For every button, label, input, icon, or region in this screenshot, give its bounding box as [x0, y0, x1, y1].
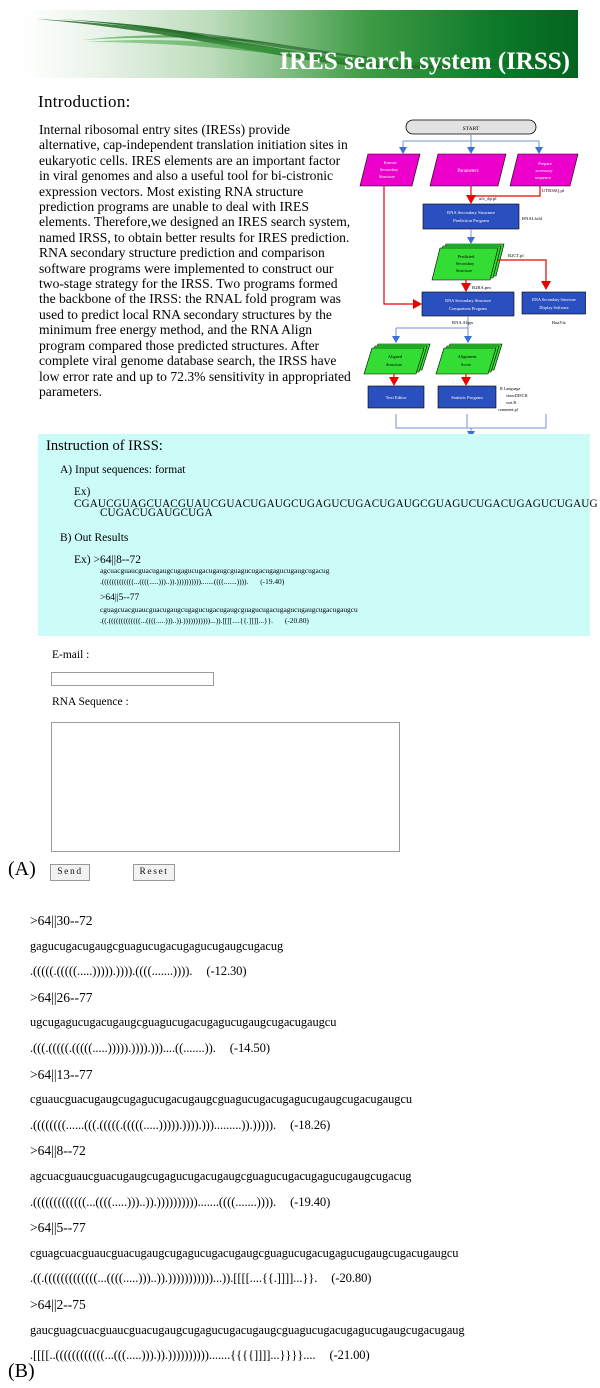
result-sequence: cguaucguacugaugcugagucugacugaugcguagucugacugagucugaugcugacugaugcu — [30, 1092, 413, 1107]
instruction-section-a: A) Input sequences: format — [60, 464, 186, 476]
flow-node-display-software — [522, 292, 586, 314]
result-dotbracket: .((.(((((((((((((...((((.....)))..)).)))))))))))...)).[[[[....{{.]]]]...}}. — [30, 1271, 318, 1286]
flowchart-svg — [356, 114, 586, 414]
result-sequence: gagucugacugaugcguagucugacugagucugaugcugacug — [30, 938, 284, 953]
reset-button[interactable]: Reset — [133, 864, 175, 881]
result-header: >64||13--77 — [30, 1066, 93, 1082]
flow-edge-rnalfold: RNALfold — [522, 216, 542, 221]
instruction-out1-dotbracket: .(((((((((((((...((((.....)))..)).)))))))))).......((((.......)))). — [100, 576, 249, 586]
svg-text:Text Editor: Text Editor — [385, 395, 407, 400]
svg-text:Prepare: Prepare — [538, 161, 552, 166]
instruction-title: Instruction of IRSS: — [46, 438, 163, 454]
instruction-example-input-line2: CUGACUGAUGCUGA — [100, 507, 213, 519]
result-dotbracket: .[[[[..((((((((((((...(((.....))).)).)))))))))).......{{{{]]]]...}}}}.... — [30, 1348, 316, 1363]
svg-text:Structure: Structure — [385, 362, 403, 367]
panel-b-label: (B) — [8, 1360, 35, 1382]
svg-text:Predicted: Predicted — [457, 254, 475, 259]
flow-edge-ufc: ufc_dp.pl — [479, 196, 497, 201]
svg-text:START: START — [462, 126, 480, 132]
instruction-out2-energy: (-20.80) — [284, 615, 309, 625]
result-dotbracket-line — [30, 1190, 590, 1216]
instruction-panel — [38, 434, 598, 636]
result-energy: (-19.40) — [290, 1194, 331, 1209]
svg-text:Score: Score — [461, 362, 471, 367]
instruction-example-input-label: Ex) — [74, 486, 91, 498]
svg-text:Known: Known — [383, 160, 397, 165]
panel-a-label: (A) — [8, 858, 36, 880]
result-dotbracket-line — [30, 1343, 590, 1369]
result-energy: (-21.00) — [329, 1348, 370, 1363]
result-sequence: ugcugagucugacugaugcguagucugacugagucugaugcugacugaugcu — [30, 1015, 337, 1030]
email-field[interactable] — [51, 672, 214, 686]
svg-text:Alignment: Alignment — [457, 354, 477, 359]
instruction-section-b: B) Out Results — [60, 532, 129, 544]
svg-text:showDIST.R: showDIST.R — [506, 393, 528, 398]
send-button[interactable]: Send — [50, 864, 90, 881]
instruction-out2-dotbracket-line — [100, 616, 358, 627]
svg-text:RNA Secondary Structure: RNA Secondary Structure — [532, 297, 576, 302]
rna-sequence-input[interactable] — [51, 722, 400, 852]
instruction-example-output-label — [74, 554, 141, 566]
svg-text:RNA Secondary Structure: RNA Secondary Structure — [445, 298, 491, 303]
result-header: >64||8--72 — [30, 1143, 86, 1159]
instruction-out1-energy: (-19.40) — [260, 576, 285, 586]
result-header: >64||5--77 — [30, 1220, 86, 1236]
rna-sequence-label: RNA Sequence : — [52, 696, 129, 708]
instruction-out1-dotbracket-line — [100, 577, 329, 588]
result-sequence: agcuacguaucguacugaugcugagucugacugaugcguagucugacugagucugaugcugacug — [30, 1168, 412, 1183]
instruction-out2-sequence: cguagcuacguaucguacugaugcugagucugacugaugcguagucugacugagucugaugcugacugaugcu — [100, 605, 358, 614]
instruction-example-input-seq1: CGAUCGUAGCUACGUAUCGUACUGAUGCUGAGUCUGACUGAUGCGUAGUCUGACUGAGUCUGAUG — [74, 498, 598, 510]
flow-edge-b2ct: B2CT.pl — [508, 253, 524, 258]
svg-text:comment.pl: comment.pl — [498, 407, 518, 412]
result-dotbracket-line — [30, 1036, 590, 1062]
svg-text:Parameters: Parameters — [457, 169, 479, 174]
svg-text:Aligned: Aligned — [387, 354, 403, 359]
introduction-body: Internal ribosomal entry sites (IRESs) provide alternative, cap-independent translation initiation sites in eukaryotic cells. IRES elements are an important factor in viral genomes and also a useful tool for bi-cistronic expression vectors. Most existing RNA structure prediction programs are unable to deal with IRES elements. Therefore,we designed an IRES search system, named IRSS, to obtain better results for IRES prediction. RNA secondary structure prediction and comparison software programs were implemented to construct our two-stage strategy for the IRSS. Two programs formed the backbone of the IRSS: the RNAL fold program was used to predict local RNA secondary structures by the minimum free energy method, and the RNA Align program compared those predicted structures. After complete viral genome database search, the IRSS have low error rate and up to 72.3% sensitivity in appropriated parameters. — [39, 122, 351, 399]
result-header: >64||30--72 — [30, 913, 93, 928]
svg-text:Prediction Program: Prediction Program — [453, 218, 489, 223]
svg-text:sequence: sequence — [534, 175, 552, 180]
result-sequence: gaucguagcuacguaucguacugaugcugagucugacugaugcguagucugacugagucugaugcugacugaug — [30, 1322, 465, 1337]
result-dotbracket: .(((.(((((.(((((.....))))).)))).)))....((.......)). — [30, 1040, 216, 1055]
flow-edge-utr3: UTR3SQ.pl — [542, 188, 565, 193]
svg-text:Structure: Structure — [455, 268, 473, 273]
site-banner — [22, 10, 578, 78]
svg-text:Comparison Program: Comparison Program — [449, 306, 487, 311]
banner-title: IRES search system (IRSS) — [279, 48, 570, 75]
instruction-out1-block — [100, 566, 329, 587]
svg-text:RNA Secondary Structure: RNA Secondary Structure — [447, 210, 495, 215]
flow-edge-rnaalign: RNA Align — [452, 320, 473, 325]
instruction-out1-header: >64||8--72 — [93, 554, 141, 566]
result-energy: (-20.80) — [331, 1271, 372, 1286]
result-energy: (-18.26) — [290, 1117, 331, 1132]
result-header: >64||26--77 — [30, 989, 93, 1005]
result-energy: (-14.50) — [229, 1040, 270, 1055]
svg-text:Secondary: Secondary — [379, 167, 399, 172]
irss-workflow-flowchart — [356, 114, 586, 414]
flow-edge-b2ra: B2RA.pm — [472, 285, 491, 290]
svg-text:Structure: Structure — [378, 174, 396, 179]
result-dotbracket: .(((((((((((((...((((.....)))..)).)))))))))).......((((.......)))). — [30, 1194, 277, 1209]
instruction-out1-sequence: agcuacguaucguacugaugcugagucugacugaugcguagucugacugagucugaugcugacug — [100, 566, 330, 575]
result-dotbracket: .(((((.(((((.....))))).)))).((((.......)))). — [30, 964, 193, 979]
result-energy: (-12.30) — [206, 964, 247, 979]
flow-node-alignment-score — [436, 348, 496, 374]
result-header: >64||2--75 — [30, 1296, 86, 1312]
flow-node-aligned-structure — [364, 348, 424, 374]
svg-text:R Language: R Language — [500, 386, 521, 391]
result-dotbracket-line — [30, 1113, 590, 1139]
flow-node-prediction-program — [423, 204, 519, 229]
svg-text:sort.R: sort.R — [506, 400, 517, 405]
svg-text:accessory: accessory — [535, 168, 553, 173]
results-output — [30, 908, 590, 1369]
instruction-out2-dotbracket: .((.(((((((((((((...((((.....)))..)).)))))))))))...)).[[[[....{{.]]]]...}}. — [100, 615, 273, 625]
instruction-out2-block — [100, 592, 358, 626]
instruction-out2-header: >64||5--77 — [100, 593, 140, 603]
instruction-ex2-label: Ex) — [74, 554, 91, 566]
flow-node-comparison-program — [422, 292, 514, 316]
result-dotbracket: .((((((((......(((.(((((.(((((.....))))).)))).))).........)).))))). — [30, 1117, 277, 1132]
email-label: E-mail : — [52, 649, 90, 661]
svg-text:Secondary: Secondary — [455, 261, 475, 266]
svg-text:Display Software: Display Software — [539, 305, 569, 310]
introduction-heading: Introduction: — [38, 92, 131, 111]
flow-edge-rnaviz: RnaViz — [552, 320, 566, 325]
result-dotbracket-line — [30, 1266, 590, 1292]
result-sequence: cguagcuacguaucguacugaugcugagucugacugaugcguagucugacugagucugaugcugacugaugcu — [30, 1245, 459, 1260]
result-dotbracket-line — [30, 959, 590, 985]
svg-text:Statistic Program: Statistic Program — [451, 395, 483, 400]
